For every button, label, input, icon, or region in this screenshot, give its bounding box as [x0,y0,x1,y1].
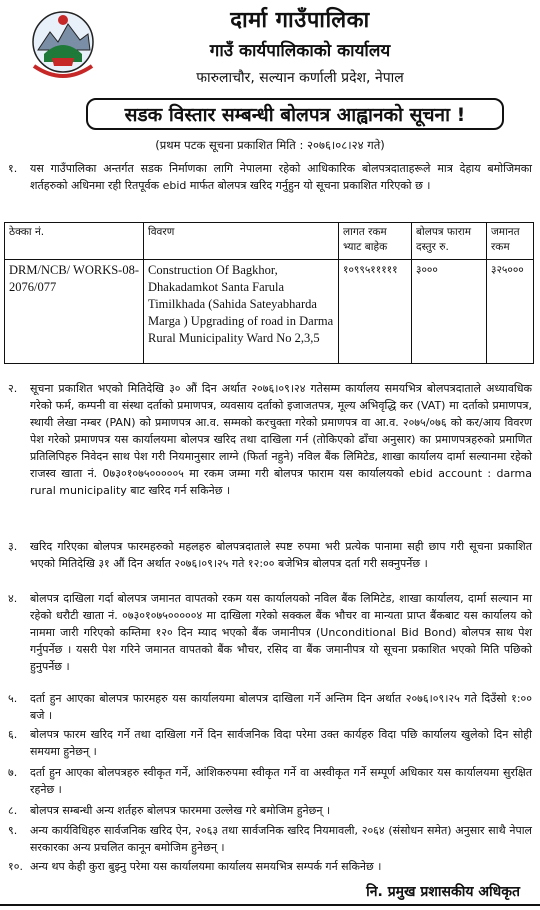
paragraph-2 [8,380,532,499]
paragraph-text: अन्य कार्यविधिहरु सार्वजनिक खरिद ऐन, २०६३ तथा सार्वजनिक खरिद नियमावली, २०६४ (संसोधन समेत) अनुसार साथै नेपाल सरकारका अन्य प्रचलित कानून बमोजिम हुनेछन् । [30,824,532,854]
paragraph-number: २. [8,382,18,395]
paragraph-number: ७. [8,766,18,779]
paragraph-number: ८. [8,804,18,817]
paragraph-10 [8,858,532,875]
form-fee-cell: ३००० [412,260,487,364]
table-header-row [5,223,534,260]
bid-security-cell: ३२५००० [487,260,534,364]
col-contract-no: ठेक्का नं. [5,223,144,260]
publication-date: (प्रथम पटक सूचना प्रकाशित मिति : २०७६।०८।२४ गते) [155,138,385,152]
paragraph-number: ४. [8,592,18,605]
contract-no-cell: DRM/NCB/ WORKS-08-2076/077 [5,260,144,364]
tender-table [4,222,534,364]
paragraph-text: यस गाउँपालिका अन्तर्गत सडक निर्माणका लागि नेपालमा रहेको आधिकारिक बोलपत्रदाताहरूले मात्र देहाय बमोजिमका शर्तहरुको अधिनमा रही रितपूर्वक ebid मार्फत बोलपत्र खरिद गर्नुहुन यो सूचना प्रकाशित गरिएको छ । [30,162,532,192]
paragraph-1 [8,160,532,194]
paragraph-number: ६. [8,728,18,741]
table-row [5,260,534,364]
notice-title: सडक विस्तार सम्बन्धी बोलपत्र आह्वानको सूचना ! [86,98,504,130]
signatory-title: नि. प्रमुख प्रशासकीय अधिकृत [366,884,520,900]
paragraph-text: बोलपत्र दाखिला गर्दा बोलपत्र जमानत वापतको रकम यस कार्यालयको नविल बैंक लिमिटेड, शाखा कार्यालय, दार्मा सल्यान मा रहेको धरौटी खाता नं. ०७३०१०७५०००००४ मा दाखिला गरेको सक्कल बैंक भौचर वा मान्यता प्राप्त बैंकबाट यस कार्यालय को नाममा जारी गरिएको कम्तिमा १२० दिन म्याद भएको बैंक जमानीपत्र (Unconditional Bid Bond) बोलपत्र साथ पेश गर्नुपर्नेछ । यसरी पेश गरिने जमानत वापतको बैंक भौचर, रसिद वा बैंक जमानीपत्र यो सूचना प्रकाशित भएको मिति पछिको हुनुपर्नेछ । [30,592,532,673]
paragraph-6 [8,726,532,760]
cost-cell: १०९९५१११११ [339,260,412,364]
paragraph-text: सूचना प्रकाशित भएको मितिदेखि ३० औं दिन अर्थात २०७६।०९।२४ गतेसम्म कार्यालय समयभित्र बोलपत्रदाताले अध्यावधिक गरेको फर्म, कम्पनी वा संस्था दर्ताको प्रमाणपत्र, व्यवसाय दर्ताको इजाजतपत्र, मूल्य अभिवृद्धि कर (VAT) मा दर्ताको प्रमाणपत्र, स्थायी लेखा नम्बर (PAN) को प्रमाणपत्र आ.व. सम्मको करचुक्ता गरेको प्रमाणपत्र वा आ.व. २०७५/०७६ को कर/आय विवरण पेश गरेको प्रमाणपत्र यस कार्यालयमा बोलपत्र खरिद तथा दाखिला गर्न (तोकिएको ढाँचा अनुसार) का प्रमाणपत्रहरुको प्रमाणित प्रतिलिपिहरु निवेदन साथ पेश गरी नियमानुसार लाग्ने (फिर्ता नहुने) नविल बैंक लिमिटेड, शाखा कार्यालय दार्मा सल्यानमा रहेको राजस्व खाता नं. 0७३०१०७५०००००५ मा रकम जम्मा गरी बोलपत्र फाराम यस कार्यालयको ebid account : darma rural municipality बाट खरिद गर्न सकिनेछ । [30,382,532,497]
header [0,0,540,98]
col-bid-security: जमानत रकम [487,223,534,260]
paragraph-number: १०. [8,860,23,873]
paragraph-text: अन्य थप केही कुरा बुझ्नु परेमा यस कार्यालयमा कार्यालय समयभित्र सम्पर्क गर्न सकिनेछ । [30,860,382,873]
paragraph-text: खरिद गरिएका बोलपत्र फारमहरुको महलहरु बोलपत्रदाताले स्पष्ट रुपमा भरी प्रत्येक पानामा सही छाप गरी सूचना प्रकाशित भएको मितिदेखि ३१ औं दिन अर्थात २०७६।०९।२५ गते १२:०० बजेभित्र बोलपत्र दर्ता गरी सक्नुपर्नेछ । [30,540,532,570]
paragraph-number: ३. [8,540,18,553]
bottom-rule [0,904,540,906]
org-name: दार्मा गाउँपालिका [230,8,370,33]
paragraph-5 [8,690,532,724]
paragraph-3 [8,538,532,572]
paragraph-8 [8,802,532,819]
office-address: फारुलाचौर, सल्यान कर्णाली प्रदेश, नेपाल [196,70,404,86]
col-description: विवरण [144,223,339,260]
paragraph-number: ५. [8,692,18,705]
paragraph-text: दर्ता हुन आएका बोलपत्रहरु स्वीकृत गर्ने, आंशिकरुपमा स्वीकृत गर्ने वा अस्वीकृत गर्ने सम्पूर्ण अधिकार यस कार्यालयमा सुरक्षित रहनेछ । [30,766,532,796]
paragraph-4 [8,590,532,675]
col-form-fee: बोलपत्र फाराम दस्तुर रु. [412,223,487,260]
office-name: गाउँ कार्यपालिकाको कार्यालय [209,41,391,61]
paragraph-number: १. [8,162,18,175]
col-cost: लागत रकम भ्याट बाहेक [339,223,412,260]
description-cell: Construction Of Bagkhor, Dhakadamkot Santa Farula Timilkhada (Sahida Sateyabharda Marga ) Upgrading of road in Darma Rural Municipality Ward No 2,3,5 [144,260,339,364]
paragraph-text: दर्ता हुन आएका बोलपत्र फारमहरु यस कार्यालयमा बोलपत्र दाखिला गर्ने अन्तिम दिन अर्थात २०७६।०९।२५ गते दिउँसो १:०० बजे । [30,692,532,722]
paragraph-7 [8,764,532,798]
paragraph-9 [8,822,532,856]
paragraph-number: ९. [8,824,18,837]
paragraph-text: बोलपत्र सम्बन्धी अन्य शर्तहरु बोलपत्र फारममा उल्लेख गरे बमोजिम हुनेछन् । [30,804,331,817]
paragraph-text: बोलपत्र फारम खरिद गर्ने तथा दाखिला गर्ने दिन सार्वजनिक विदा परेमा उक्त कार्यहरु विदा पछि कार्यालय खुलेको दिन सोही समयमा हुनेछन् । [30,728,532,758]
